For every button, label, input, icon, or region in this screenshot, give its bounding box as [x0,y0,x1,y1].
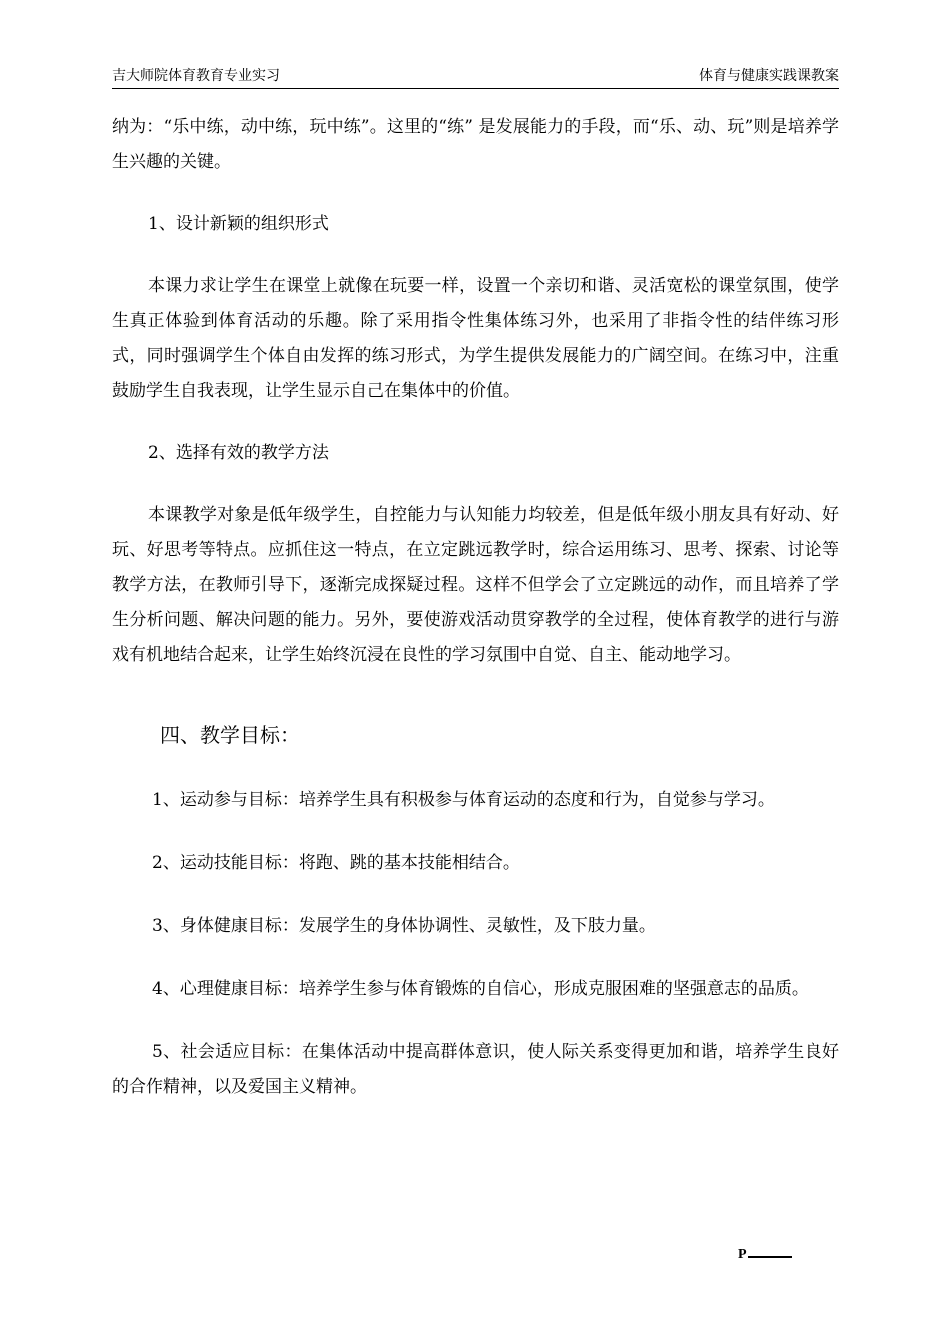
section2-body: 本课教学对象是低年级学生，自控能力与认知能力均较差，但是低年级小朋友具有好动、好玩、好思考等特点。应抓住这一特点，在立定跳远教学时，综合运用练习、思考、探索、讨论等教学方法，在教师引导下，逐渐完成探疑过程。这样不但学会了立定跳远的动作，而且培养了学生分析问题、解决问题的能力。另外，要使游戏活动贯穿教学的全过程，使体育教学的进行与游戏有机地结合起来，让学生始终沉浸在良性的学习氛围中自觉、自主、能动地学习。 [112,505,839,665]
page-number-label: P [738,1247,747,1262]
section1-body: 本课力求让学生在课堂上就像在玩要一样，设置一个亲切和谐、灵活宽松的课堂氛围，使学生真正体验到体育活动的乐趣。除了采用指令性集体练习外，也采用了非指令性的结伴练习形式，同时强调学生个体自由发挥的练习形式，为学生提供发展能力的广阔空间。在练习中，注重鼓励学生自我表现，让学生显示自己在集体中的价值。 [112,276,839,401]
goal-item: 5、社会适应目标：在集体活动中提高群体意识，使人际关系变得更加和谐，培养学生良好的合作精神，以及爱国主义精神。 [112,1042,839,1097]
document-body [112,110,839,1105]
header-left-text: 吉大师院体育教育专业实习 [112,68,280,84]
page-number-blank [748,1244,792,1258]
goal-item: 4、心理健康目标：培养学生参与体育锻炼的自信心，形成克服困难的坚强意志的品质。 [152,979,809,999]
goal-item: 1、运动参与目标：培养学生具有积极参与体育运动的态度和行为，自觉参与学习。 [152,790,775,810]
goal-item: 2、运动技能目标：将跑、跳的基本技能相结合。 [152,853,520,873]
section2-title: 2、选择有效的教学方法 [148,443,329,463]
page-footer [738,1244,792,1263]
goals-heading: 四、教学目标： [160,723,300,747]
intro-paragraph: 纳为：“乐中练，动中练，玩中练”。这里的“练” 是发展能力的手段，而“乐、动、玩”则是培养学生兴趣的关键。 [112,117,839,172]
header-right-text: 体育与健康实践课教案 [699,68,839,84]
goal-item: 3、身体健康目标：发展学生的身体协调性、灵敏性，及下肢力量。 [152,916,656,936]
section1-title: 1、设计新颖的组织形式 [148,214,329,234]
page-header [112,66,839,89]
